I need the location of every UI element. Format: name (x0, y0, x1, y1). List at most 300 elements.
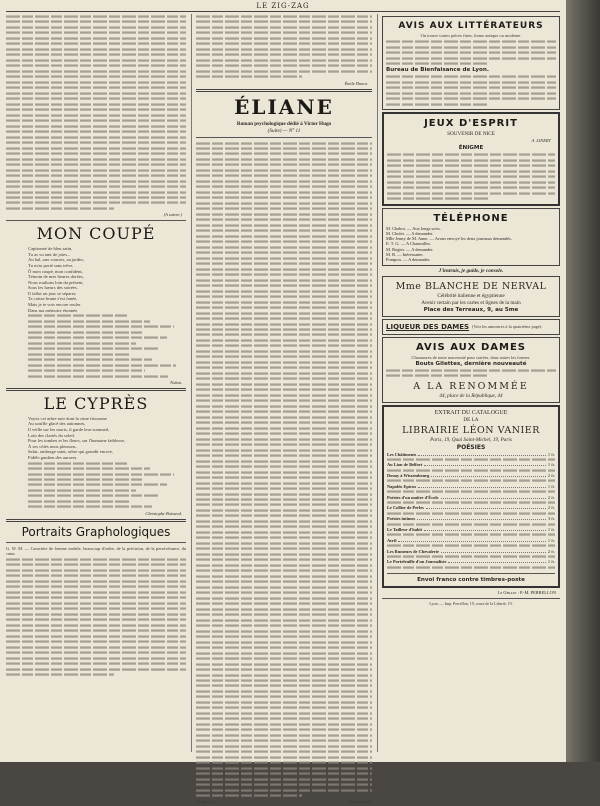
text-line (196, 707, 372, 709)
text-line (196, 553, 372, 555)
text-line (196, 542, 372, 544)
text-line (28, 495, 159, 497)
divider (196, 89, 372, 92)
text-line (196, 180, 372, 182)
text-line (196, 147, 372, 149)
text-line (196, 784, 372, 786)
text-line (196, 268, 372, 270)
catalogue-item (387, 462, 555, 467)
text-line (196, 169, 372, 171)
dot-leader (417, 516, 546, 520)
poem-line: Mais je te vois encore rouler (28, 302, 81, 308)
text-line (6, 630, 186, 632)
text-line (6, 564, 186, 566)
catalogue-item-price: 1 fr. (547, 462, 555, 468)
text-line (6, 153, 186, 155)
catalogue-item-title: Au Lion de Belfort (387, 462, 423, 468)
text-line (28, 370, 145, 372)
catalogue-section: POÉSIES (456, 443, 486, 451)
divider (6, 388, 186, 391)
catalogue-item (387, 495, 555, 500)
text-line (6, 657, 186, 659)
text-line (28, 315, 127, 317)
text-line (196, 570, 372, 572)
text-line (196, 202, 372, 204)
text-line (196, 422, 372, 424)
feuilleton-footer (196, 799, 372, 805)
catalogue-item-price: 2 fr. (547, 505, 555, 511)
column-middle (196, 14, 372, 805)
catalogue-item-title: Douay à Wissembourg (387, 473, 430, 479)
bureau-title: Bureau de Bienfaisance de Lyon. (386, 67, 490, 74)
catalogue-item-title: Les Rumeurs de Chevalerie (387, 548, 439, 554)
text-line (6, 54, 186, 56)
text-line (387, 176, 555, 178)
text-line (196, 619, 372, 621)
dot-leader (424, 462, 546, 466)
text-line (196, 575, 372, 577)
text-line (196, 636, 372, 638)
text-line (386, 63, 488, 65)
catalogue-item-price: 1 fr. (547, 537, 555, 543)
text-line (196, 718, 372, 720)
text-line (6, 92, 186, 94)
poem-line: Capitonné de bleu satin, (28, 246, 73, 252)
dot-leader (441, 549, 546, 553)
text-line (196, 191, 372, 193)
text-line (196, 531, 372, 533)
text-line (6, 591, 186, 593)
text-line (196, 614, 372, 616)
text-line (196, 296, 372, 298)
poem-signature: Christophe Boisseul. (145, 510, 182, 516)
telephone-entry: M. Rogier. — A demander. (386, 246, 434, 252)
to-be-continued: (A suivre.) (196, 799, 215, 805)
telephone-section (382, 208, 560, 266)
text-line (196, 372, 372, 374)
text-line (386, 369, 556, 371)
poem-line: Nous roulions loin du présent, (28, 279, 84, 285)
text-line (196, 674, 372, 676)
poem-line: Tu as vu tant de joies... (28, 251, 71, 257)
text-line (6, 663, 186, 665)
poem-mon-coupe (6, 246, 186, 313)
text-line (386, 81, 556, 83)
text-line (386, 98, 556, 100)
text-line (196, 433, 372, 435)
catalogue-item-title: Poésies intimes (387, 516, 416, 522)
poem-continuation (6, 461, 186, 510)
text-line (6, 635, 186, 637)
poem-continuation (6, 313, 186, 379)
dames-text: Chaussures de toute nouveauté pour soirées, dans toutes les formes. (411, 354, 531, 360)
text-line (387, 159, 555, 161)
text-line (6, 26, 186, 28)
text-line (196, 625, 372, 627)
dames-body (386, 368, 556, 379)
poem-line: Il veille sur les morts, il garde leur sommeil, (28, 426, 110, 432)
text-line (6, 619, 186, 621)
text-line (6, 580, 186, 582)
text-line (196, 285, 372, 287)
text-line (6, 668, 186, 670)
text-line (196, 476, 372, 478)
text-line (6, 114, 186, 116)
text-line (6, 98, 186, 100)
jeux-esprit (382, 112, 560, 205)
poem-title-le-cypres: LE CYPRÈS (43, 393, 149, 413)
text-line (196, 197, 372, 199)
text-line (28, 489, 136, 491)
text-line (196, 751, 372, 753)
text-line (196, 263, 372, 265)
text-line (6, 652, 186, 654)
text-line (6, 147, 186, 149)
text-line (6, 59, 186, 61)
text-line (196, 213, 372, 215)
text-line (196, 487, 372, 489)
text-line (196, 685, 372, 687)
text-line (196, 317, 372, 319)
text-line (196, 208, 372, 210)
telephone-entry: E. T. G. — A Chaumilles. (386, 241, 432, 247)
text-line (196, 762, 372, 764)
poem-line: Tu m'as porté sans trêve, (28, 262, 74, 268)
text-line (196, 515, 372, 517)
text-line (387, 170, 555, 172)
text-line (6, 43, 186, 45)
divider (382, 598, 560, 599)
catalogue-pre: DE LA (463, 416, 479, 423)
catalogue-item-price: 1 fr. (547, 451, 555, 457)
top-rule (6, 11, 560, 12)
text-line (196, 438, 372, 440)
text-line (196, 339, 372, 341)
poem-line: Il fallut un jour se séparer, (28, 290, 77, 296)
ad-text: On trouve toutes pièces fines, forme antique ou moderne. (420, 33, 522, 38)
article-title-portraits: Portraits Graphologiques (21, 524, 171, 539)
text-line (196, 246, 372, 248)
text-line (6, 575, 186, 577)
text-line (28, 353, 129, 355)
catalogue-item-title: Napoléo Epicus (387, 483, 417, 489)
text-line (196, 723, 372, 725)
text-line (196, 482, 372, 484)
text-line (6, 185, 186, 187)
text-line (196, 444, 372, 446)
text-line (196, 773, 372, 775)
catalogue-item (387, 505, 555, 510)
dot-leader (448, 559, 546, 563)
poem-line: Au bal, aux courses, au jardin, (28, 257, 84, 263)
catalogue-heading: EXTRAIT DU CATALOGUE (434, 409, 508, 416)
catalogue-item-desc (387, 458, 555, 460)
text-line (196, 493, 372, 495)
text-line (196, 745, 372, 747)
text-line (6, 646, 186, 648)
catalogue-item-desc (387, 512, 555, 514)
text-line (196, 460, 372, 462)
article-intro: G. W. M. — Caractère de femme mobile, beaucoup d'ordre, de la précision, de la persévérance, du cœur. (6, 545, 186, 556)
text-line (28, 375, 168, 377)
text-line (386, 87, 556, 89)
text-line (196, 537, 372, 539)
liqueur-note: (Voir les annonces à la quatrième page). (472, 323, 543, 329)
text-line (386, 41, 556, 43)
catalogue-item-desc (387, 501, 555, 503)
telephone-entry: Pompon. — A demander. (386, 257, 431, 263)
text-line (6, 32, 186, 34)
text-line (196, 274, 372, 276)
text-line (196, 509, 372, 511)
article-body (6, 557, 186, 677)
catalogue-item-desc (387, 555, 555, 557)
text-line (196, 175, 372, 177)
text-line (6, 136, 186, 138)
text-line (28, 342, 136, 344)
text-line (196, 729, 372, 731)
text-line (196, 520, 372, 522)
column-rule-2 (377, 14, 378, 752)
section-title: JEUX D'ESPRIT (424, 118, 518, 130)
text-line (196, 405, 372, 407)
poem-line: À ses côtés nous pleurons, (28, 443, 77, 449)
text-line (196, 290, 372, 292)
text-line (196, 597, 372, 599)
text-line (196, 252, 372, 254)
text-line (196, 230, 372, 232)
text-line (6, 87, 186, 89)
text-line (6, 191, 186, 193)
text-line (386, 103, 488, 105)
ad-litterateurs (382, 16, 560, 110)
text-line (196, 334, 372, 336)
text-line (196, 43, 372, 45)
text-line (6, 81, 186, 83)
catalogue-item (387, 538, 555, 543)
jeux-author: A. LINERT (531, 138, 551, 144)
text-line (386, 52, 556, 54)
text-line (28, 320, 150, 322)
text-line (196, 65, 372, 67)
poem-line: Témoin de mes heures dorées, (28, 274, 84, 280)
poem-line: Au souffle glacé des automnes, (28, 421, 86, 427)
telephone-entry: M. R. — Inéressante. (386, 252, 424, 258)
text-line (28, 326, 174, 328)
text-line (196, 789, 372, 791)
text-line (196, 586, 372, 588)
text-line (6, 164, 186, 166)
text-line (6, 558, 186, 560)
poem-line: Salut, ombrage saint, arbre qui grandit encore, (28, 449, 114, 455)
catalogue-item-desc (387, 545, 555, 547)
poem-title-mon-coupe: MON COUPÉ (36, 224, 156, 244)
text-line (196, 581, 372, 583)
text-line (196, 734, 372, 736)
poem-line: Ta caisse brune s'est fanée, (28, 296, 78, 302)
catalogue-item-title: Les Châtiments (387, 451, 417, 457)
text-line (196, 756, 372, 758)
story-end-signature: (A suivre.) (163, 212, 182, 218)
dot-leader (431, 473, 546, 477)
catalogue-item-desc (387, 491, 555, 493)
text-line (196, 356, 372, 358)
text-line (196, 455, 372, 457)
text-line (196, 696, 372, 698)
text-line (196, 603, 372, 605)
text-line (28, 500, 129, 502)
text-line (196, 668, 372, 670)
text-line (196, 345, 372, 347)
catalogue-item-desc (387, 523, 555, 525)
text-line (196, 679, 372, 681)
text-line (28, 478, 143, 480)
catalogue-item-price: 3 fr. (547, 516, 555, 522)
text-line (387, 154, 555, 156)
catalogue-item-price: 2 fr. (547, 494, 555, 500)
text-line (196, 559, 372, 561)
text-line (6, 586, 186, 588)
catalogue-item (387, 452, 555, 457)
text-line (6, 15, 186, 17)
catalogue-item (387, 527, 555, 532)
section-title: AVIS AUX DAMES (416, 341, 526, 353)
dot-leader (441, 495, 546, 499)
dot-leader (426, 505, 546, 509)
text-line (196, 608, 372, 610)
text-line (6, 202, 186, 204)
text-line (196, 54, 372, 56)
column-rule-1 (191, 14, 192, 752)
feuilleton-signature: Aimé Couvin. (348, 799, 372, 805)
catalogue-item-desc (387, 480, 555, 482)
dot-leader (398, 538, 545, 542)
text-line (196, 740, 372, 742)
text-line (6, 131, 186, 133)
text-line (386, 375, 488, 377)
intro-signature: Émile Dunot. (344, 80, 368, 86)
text-line (196, 400, 372, 402)
text-line (386, 76, 556, 78)
text-line (6, 103, 186, 105)
text-line (196, 471, 372, 473)
text-line (196, 657, 372, 659)
text-line (387, 181, 555, 183)
text-line (196, 712, 372, 714)
text-line (196, 361, 372, 363)
divider (6, 519, 186, 522)
catalogue-item (387, 473, 555, 478)
text-line (28, 331, 143, 333)
text-line (6, 21, 186, 23)
text-line (196, 301, 372, 303)
text-line (196, 592, 372, 594)
text-line (196, 767, 372, 769)
text-line (196, 235, 372, 237)
catalogue-footer: Envoi franco contre timbres-poste (417, 576, 525, 583)
poem-line: Ô mon coupé, mon confident, (28, 268, 83, 274)
text-line (196, 427, 372, 429)
text-line (28, 506, 152, 508)
poem-line: Loin des clartés du soleil. (28, 432, 76, 438)
nerval-name: Mme BLANCHE DE NERVAL (395, 280, 547, 292)
text-line (196, 504, 372, 506)
text-line (196, 526, 372, 528)
nerval-address: Place des Terreaux, 9, au 5me (423, 306, 519, 313)
dames-shop: Bouts Gilettes, dernière nouveauté (415, 360, 527, 367)
feuilleton-chapter: (Suite) — N° 11 (267, 127, 301, 134)
column-left (6, 14, 186, 752)
text-line (28, 473, 174, 475)
dames-name: A LA RENOMMÉE (413, 380, 529, 392)
text-line (196, 219, 372, 221)
ad-title: AVIS AUX LITTÉRATEURS (398, 21, 544, 31)
divider (6, 220, 186, 221)
divider (387, 573, 555, 574)
catalogue-item (387, 559, 555, 564)
text-line (196, 466, 372, 468)
text-line (196, 279, 372, 281)
text-line (6, 125, 186, 127)
text-line (196, 701, 372, 703)
text-line (6, 70, 186, 72)
telephone-entry: Mlle Jenny de M. Anne. — Avons envoyé les deux journaux demandés. (386, 236, 512, 242)
text-line (196, 306, 372, 308)
catalogue-item-title: Le Collier de Perles (387, 505, 424, 511)
text-line (196, 164, 372, 166)
text-line (6, 597, 186, 599)
text-line (28, 467, 150, 469)
dot-leader (418, 484, 546, 488)
text-line (196, 59, 372, 61)
poem-line: Sous les lueurs des soirées. (28, 285, 78, 291)
text-line (386, 57, 556, 59)
text-line (196, 795, 302, 797)
catalogue-item-price: 2 fr. (547, 548, 555, 554)
text-line (196, 449, 372, 451)
intro-text (196, 14, 372, 80)
text-line (28, 462, 127, 464)
catalogue-item-title: Avril (387, 537, 397, 543)
jeux-subtitle: SOUVENIR DE NICE (447, 131, 495, 138)
telephone-entry: M. Cholet. — A demander. (386, 230, 434, 236)
printer: Lyon. — Imp. Perrellon, 19, cours de la Liberté, 19. (429, 600, 513, 606)
text-line (196, 26, 372, 28)
text-line (28, 348, 159, 350)
dot-leader (424, 527, 546, 531)
text-line (6, 48, 186, 50)
text-line (196, 630, 372, 632)
text-line (196, 498, 372, 500)
catalogue-item-desc (387, 566, 555, 568)
text-line (196, 350, 372, 352)
text-line (6, 109, 186, 111)
column-right (382, 14, 560, 752)
text-line (6, 207, 114, 209)
catalogue-item-title: Le Portefeuille d'un Journaliste (387, 559, 447, 565)
catalogue-address: Paris, 19, Quai Saint-Michel, 19, Paris (430, 436, 512, 443)
feuilleton-title: ÉLIANE (234, 94, 334, 119)
text-line (196, 416, 372, 418)
text-line (196, 15, 372, 17)
text-line (196, 641, 372, 643)
nerval-line2: Avenir certain par les cartes et lignes de la main (421, 299, 521, 306)
story-continuation (6, 14, 186, 211)
text-line (196, 367, 372, 369)
text-line (387, 198, 488, 200)
text-line (196, 411, 372, 413)
nerval-line1: Célébrité italienne et égyptienne (437, 292, 505, 299)
